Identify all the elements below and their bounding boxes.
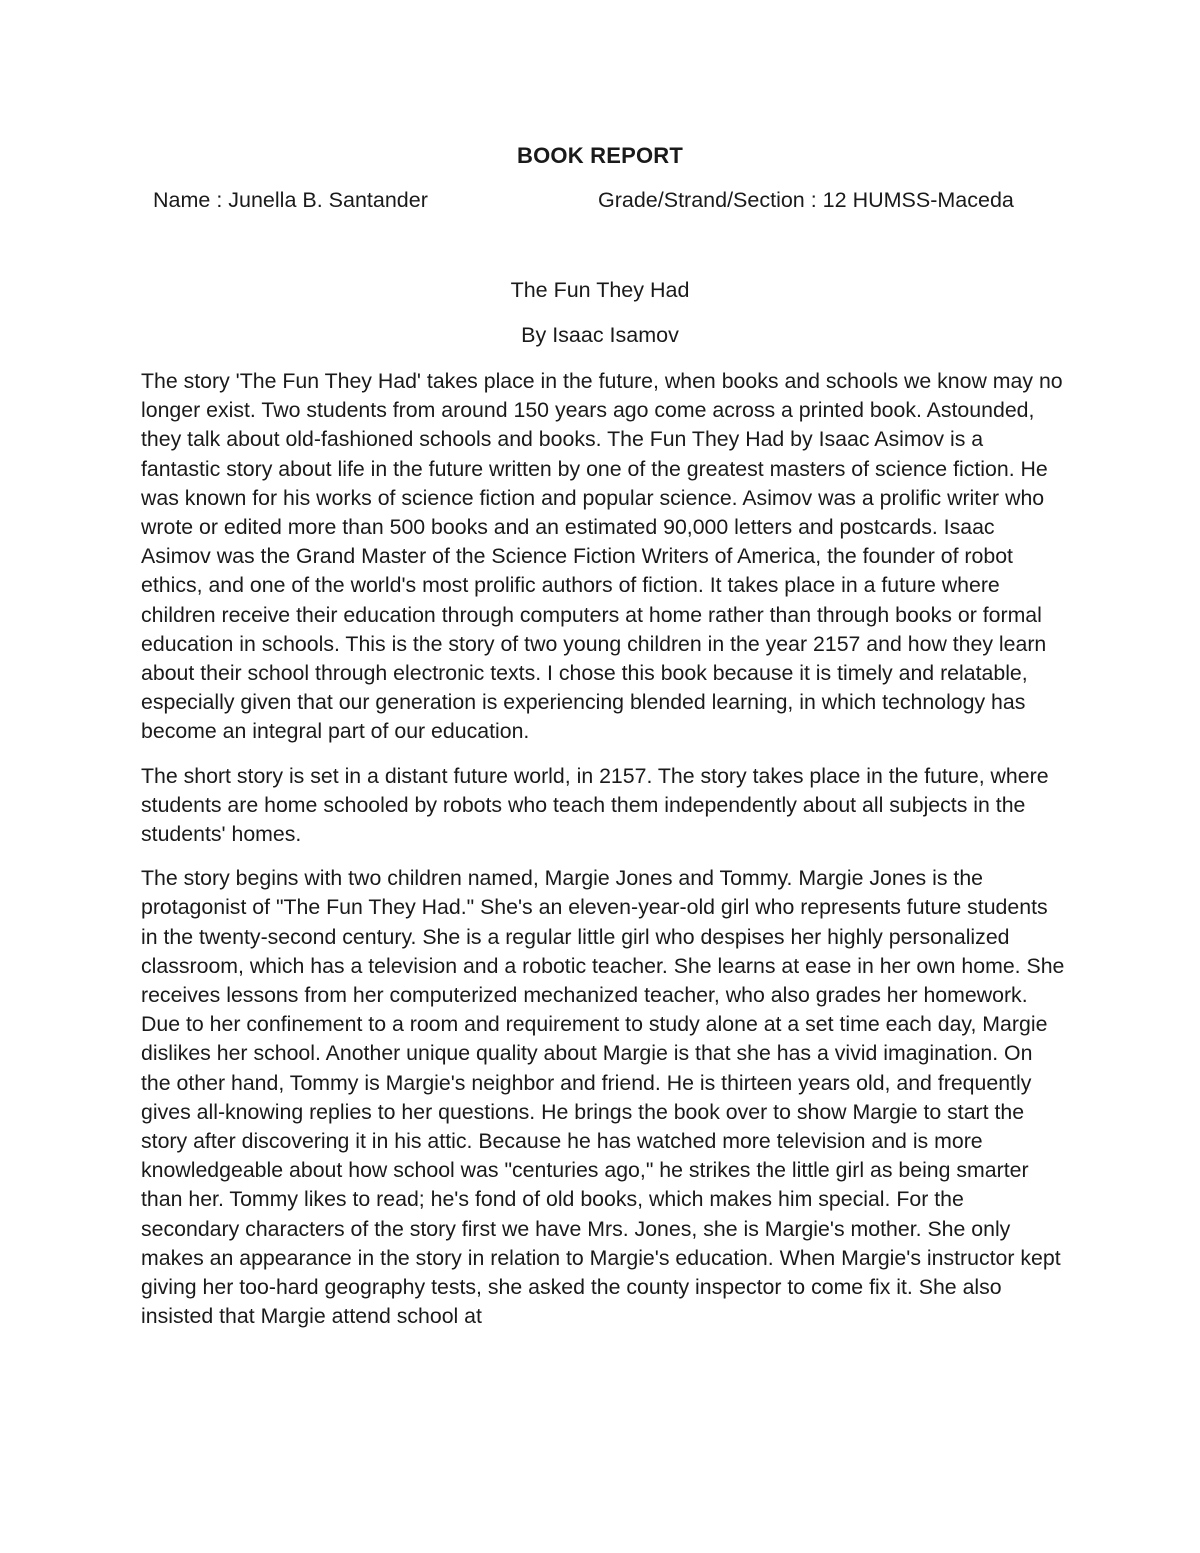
- report-heading: BOOK REPORT: [517, 143, 683, 168]
- report-body: [141, 367, 1066, 1347]
- paragraph-setting: The short story is set in a distant future world, in 2157. The story takes place in the future, where students are home schooled by robots who teach them independently about all subjects in the students' homes.: [141, 763, 1049, 847]
- student-info-row: [153, 188, 1053, 218]
- paragraph-characters: The story begins with two children named, Margie Jones and Tommy. Margie Jones is the protagonist of "The Fun They Had." She's an eleven-year-old girl who represents future students in the twenty-second century. She is a regular little girl who despises her highly personalized classroom, which has a television and a robotic teacher. She learns at ease in her own home. She receives lessons from her computerized mechanized teacher, who also grades her homework. Due to her confinement to a room and requirement to study alone at a set time each day, Margie dislikes her school. Another unique quality about Margie is that she has a vivid imagination. On the other hand, Tommy is Margie's neighbor and friend. He is thirteen years old, and frequently gives all-knowing replies to her questions. He brings the book over to show Margie to start the story after discovering it in his attic. Because he has watched more television and is more knowledgeable about how school was "centuries ago," he strikes the little girl as being smarter than her. Tommy likes to read; he's fond of old books, which makes him special. For the secondary characters of the story first we have Mrs. Jones, she is Margie's mother. She only makes an appearance in the story in relation to Margie's education. When Margie's instructor kept giving her too-hard geography tests, she asked the county inspector to come fix it. She also insisted that Margie attend school at: [141, 866, 1065, 1329]
- grade-strand-section: Grade/Strand/Section : 12 HUMSS-Maceda: [598, 188, 1014, 212]
- paragraph-intro: The story 'The Fun They Had' takes place in the future, when books and schools we know may no longer exist. Two students from around 150 years ago come across a printed book. Astounded, they talk about old-fashioned schools and books. The Fun They Had by Isaac Asimov is a fantastic story about life in the future written by one of the greatest masters of science fiction. He was known for his works of science fiction and popular science. Asimov was a prolific writer who wrote or edited more than 500 books and an estimated 90,000 letters and postcards. Isaac Asimov was the Grand Master of the Science Fiction Writers of America, the founder of robot ethics, and one of the world's most prolific authors of fiction. It takes place in a future where children receive their education through computers at home rather than through books or formal education in schools. This is the story of two young children in the year 2157 and how they learn about their school through electronic texts. I chose this book because it is timely and relatable, especially given that our generation is experiencing blended learning, in which technology has become an integral part of our education.: [141, 369, 1063, 744]
- book-author: By Isaac Isamov: [521, 323, 679, 347]
- student-name: Name : Junella B. Santander: [153, 188, 428, 212]
- book-title: The Fun They Had: [510, 278, 690, 302]
